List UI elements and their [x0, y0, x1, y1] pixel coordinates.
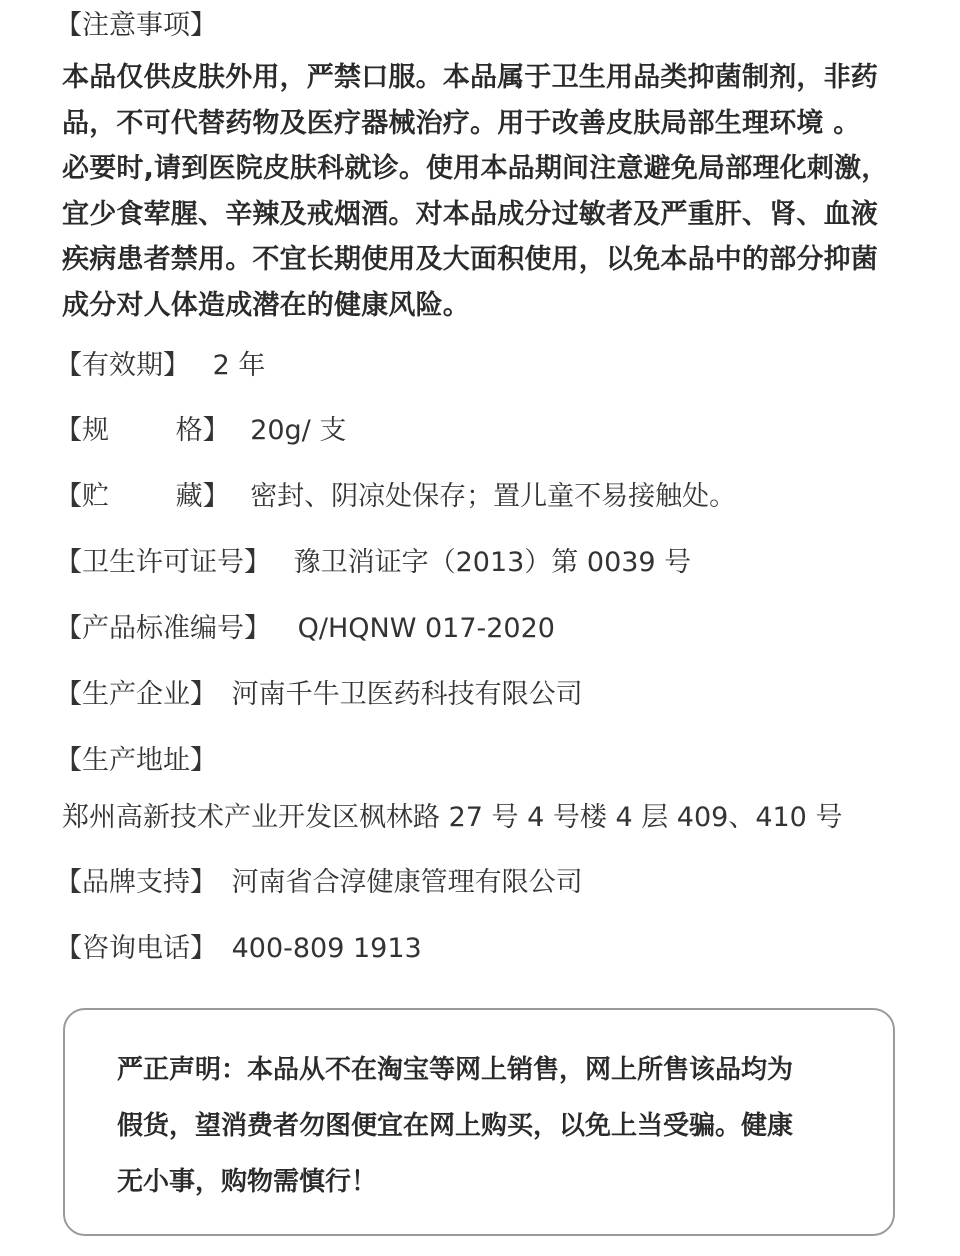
- notice-line: 宜少食荤腥、辛辣及戒烟酒。对本品成分过敏者及严重肝、肾、血液: [62, 198, 878, 230]
- notice-line: 必要时,请到医院皮肤科就诊。使用本品期间注意避免局部理化刺激，: [62, 153, 889, 185]
- license-value: 豫卫消证字（2013）第 0039 号: [293, 547, 692, 578]
- license-field: [55, 545, 691, 581]
- storage-label-right: 藏】: [175, 481, 230, 512]
- spec-field: [55, 413, 346, 449]
- spec-label-left: 【规: [55, 415, 109, 446]
- address-field: [55, 743, 217, 779]
- manufacturer-value: 河南千牛卫医药科技有限公司: [231, 679, 583, 710]
- license-label: 【卫生许可证号】: [55, 547, 271, 578]
- spec-value: 20g/ 支: [250, 415, 347, 446]
- address-label: 【生产地址】: [55, 745, 217, 776]
- manufacturer-label: 【生产企业】: [55, 679, 217, 710]
- hotline-field: [55, 931, 422, 967]
- hotline-value: 400-809 1913: [231, 933, 422, 964]
- statement-line: 假货，望消费者勿图便宜在网上购买，以免上当受骗。健康: [117, 1111, 794, 1141]
- brand-field: [55, 865, 583, 901]
- notice-heading: 【注意事项】: [55, 10, 217, 41]
- address-value: 郑州高新技术产业开发区枫林路 27 号 4 号楼 4 层 409、410 号: [62, 802, 843, 833]
- validity-value: 2 年: [212, 350, 266, 381]
- standard-value: Q/HQNW 017-2020: [297, 613, 555, 644]
- brand-label: 【品牌支持】: [55, 867, 217, 898]
- notice-line: 品，不可代替药物及医疗器械治疗。用于改善皮肤局部生理环境 。: [62, 107, 861, 139]
- standard-field: [55, 611, 555, 647]
- spec-label-right: 格】: [175, 415, 230, 446]
- hotline-label: 【咨询电话】: [55, 933, 217, 964]
- statement-box: [63, 1008, 895, 1236]
- brand-value: 河南省合淳健康管理有限公司: [231, 867, 583, 898]
- standard-label: 【产品标准编号】: [55, 613, 271, 644]
- validity-label: 【有效期】: [55, 350, 190, 381]
- manufacturer-field: [55, 677, 583, 713]
- notice-body: [62, 55, 902, 329]
- storage-field: [55, 479, 736, 515]
- storage-value: 密封、阴凉处保存；置儿童不易接触处。: [250, 481, 737, 512]
- statement-line: 无小事，购物需慎行！: [117, 1167, 378, 1197]
- notice-line: 成分对人体造成潜在的健康风险。: [62, 289, 470, 321]
- notice-line: 疾病患者禁用。不宜长期使用及大面积使用，以免本品中的部分抑菌: [62, 244, 878, 276]
- statement-text: [117, 1042, 847, 1210]
- validity-field: [55, 348, 265, 384]
- statement-line: 严正声明：本品从不在淘宝等网上销售，网上所售该品均为: [117, 1055, 794, 1085]
- storage-label-left: 【贮: [55, 481, 109, 512]
- notice-line: 本品仅供皮肤外用，严禁口服。本品属于卫生用品类抑菌制剂，非药: [62, 62, 878, 93]
